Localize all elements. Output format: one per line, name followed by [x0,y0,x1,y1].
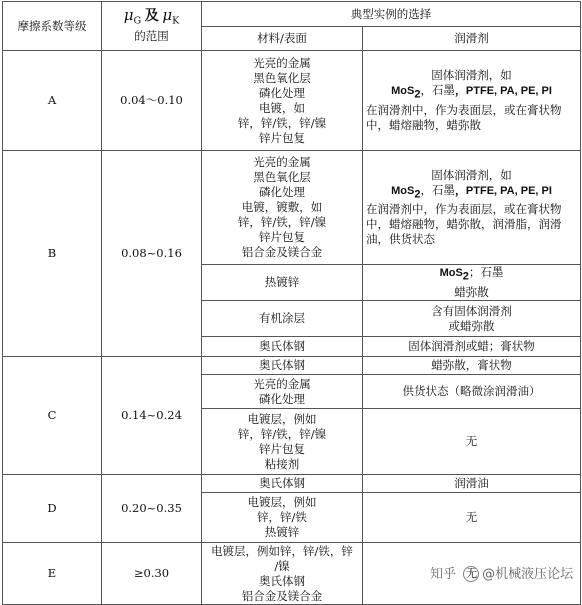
material-line: 光亮的金属 [253,376,311,391]
material-line: 锌片包复 [259,130,305,145]
material-line: 电镀层，例如 [247,411,317,426]
table-row [3,51,581,151]
material-line: 电镀，如 [259,100,305,115]
lubricant-line [366,83,577,102]
header-lubricant: 润滑剂 [363,27,581,51]
material-line: 磷化处理 [259,85,305,100]
material-line: 锌，锌/铁，锌/镍 [237,426,327,441]
material-line: 磷化处理 [259,185,305,199]
mu-k-subscript: K [172,15,180,27]
lubricant-line: 或蜡弥散 [448,318,495,333]
and-text: 及 [144,8,159,25]
header-grade: 摩擦系数等级 [3,2,102,51]
graphite-text: ，石墨 [420,83,455,98]
header-range-label: 的范围 [134,28,169,43]
watermark-logo-icon [463,566,479,582]
header-examples: 典型实例的选择 [202,2,581,27]
material-cell [202,543,363,605]
material-line: 电镀层，例如 [247,495,317,509]
table-row [3,151,581,265]
range-cell: 0.04～0.10 [102,51,202,151]
lubricant-cell: 蜡弥散，膏状物 [363,357,581,375]
mu-k-symbol: μ [162,6,173,25]
material-line: 铝合金及镁合金 [241,588,323,603]
mos2-formula: MoS [391,85,415,98]
grade-cell: B [3,151,102,357]
material-line: 电镀，镀敷，如 [241,200,323,214]
material-line: 锌，锌/铁 [257,510,307,524]
lubricant-cell [363,151,581,265]
material-line: 黑色氧化层 [253,170,311,184]
header-material: 材料/表面 [202,27,363,51]
lubricant-cell: 无 [363,493,581,543]
material-line: 粘接剂 [264,456,300,471]
material-cell: 奥氏体钢 [202,337,363,357]
material-line: 锌片包复 [259,441,305,456]
material-cell: 奥氏体钢 [202,357,363,375]
lubricant-line: 蜡弥散 [454,284,489,299]
material-cell [202,375,363,409]
watermark [430,563,574,585]
graphite-text: ，石墨 [420,182,455,197]
range-cell: ≥0.30 [102,543,202,605]
lubricant-line [366,265,577,284]
lubricant-line: 含有固体润滑剂 [431,303,512,318]
friction-coefficient-table [2,1,581,605]
range-cell: 0.20~0.35 [102,475,202,543]
mos2-formula: MoS [391,184,415,197]
material-line: 奥氏体钢 [259,573,305,588]
material-cell: 有机涂层 [202,301,363,337]
grade-cell: A [3,51,102,151]
material-line: 黑色氧化层 [253,70,311,85]
range-cell: 0.08~0.16 [102,151,202,357]
material-cell: 奥氏体钢 [202,475,363,493]
mos2-formula: MoS [439,267,463,280]
mos2-subscript: 2 [414,188,421,201]
lubricant-line: 固体润滑剂，如 [431,68,512,83]
lubricant-description: 在润滑剂中，作为表面层，或在膏状物中，蜡熔融物，蜡弥散 [366,102,562,132]
material-cell [202,493,363,543]
range-cell: 0.14~0.24 [102,357,202,475]
mu-g-subscript: G [133,15,142,27]
material-line: 电镀层，例如锌，锌/铁，锌 [211,543,353,558]
material-line: 锌，锌/铁，锌/镍 [237,215,327,229]
material-line: 磷化处理 [259,391,305,406]
material-cell [202,409,363,475]
lubricant-cell: 无 [363,543,581,605]
watermark-author: @机械液压论坛 [482,567,574,582]
material-cell: 热镀锌 [202,265,363,301]
lubricant-description: 在润滑剂中，作为表面层，或在膏状物中，蜡熔融物，蜡弥散，润滑脂，润滑油，供货状态 [366,202,562,247]
mos2-subscript: 2 [414,88,421,101]
lubricant-line [366,183,577,202]
material-line: /镍 [274,558,290,573]
material-cell [202,151,363,265]
material-line: 锌，锌/铁，锌/镍 [237,115,327,130]
lubricant-cell [363,265,581,301]
lubricant-cell: 无 [363,409,581,475]
grade-cell: E [3,543,102,605]
material-line: 光亮的金属 [253,55,311,70]
mu-g-symbol: μ [123,6,134,25]
polymer-list: ，PTFE, PA, PE, PI [454,85,552,98]
mos2-subscript: 2 [462,270,469,283]
material-cell [202,51,363,151]
lubricant-cell: 供货状态（略微涂润滑油） [363,375,581,409]
material-line: 光亮的金属 [253,155,311,169]
lubricant-line: 固体润滑剂，如 [431,167,512,182]
material-line: 铝合金及镁合金 [241,245,323,259]
material-line: 热镀锌 [264,525,300,539]
lubricant-cell: 润滑油 [363,475,581,493]
lubricant-cell [363,51,581,151]
grade-cell: C [3,357,102,475]
header-mu-range [102,2,202,51]
polymer-list: ，PTFE, PA, PE, PI [454,184,552,197]
lubricant-cell [363,301,581,337]
graphite-text: ；石墨 [468,265,504,280]
lubricant-cell: 固体润滑剂或蜡；膏状物 [363,337,581,357]
table-row [3,475,581,493]
table-row [3,357,581,375]
grade-cell: D [3,475,102,543]
watermark-site: 知乎 [430,567,457,582]
material-line: 锌片包复 [259,230,305,244]
